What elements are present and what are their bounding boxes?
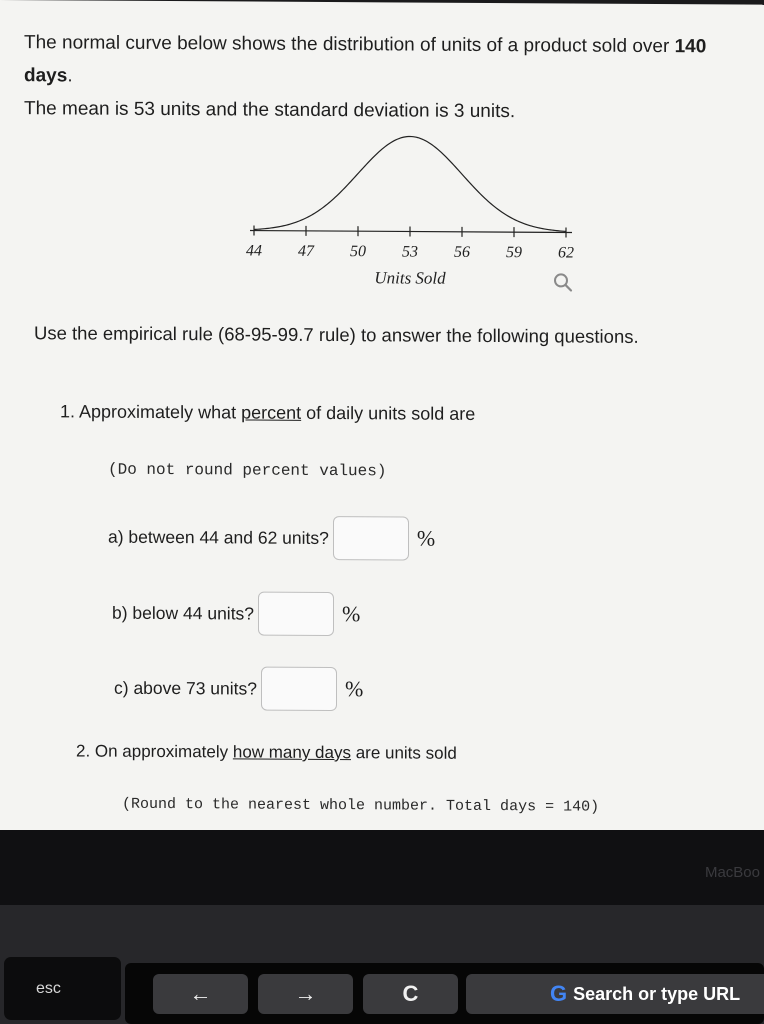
x-axis-label: Units Sold <box>374 268 446 288</box>
part-c-percent-sign: % <box>345 676 364 702</box>
esc-key[interactable]: esc <box>4 957 121 1020</box>
intro-line-1 <box>24 26 754 96</box>
intro-text: The normal curve below shows the distribution of units of a product sold over <box>24 32 675 58</box>
intro-period: . <box>67 65 73 87</box>
q1-note: (Do not round percent values) <box>108 460 387 481</box>
x-tick-label: 56 <box>454 243 470 261</box>
problem-intro <box>24 26 754 129</box>
q2-how-many-days-underlined: how many days <box>232 742 351 763</box>
x-tick-label: 59 <box>506 244 522 262</box>
reload-icon[interactable]: C <box>363 974 458 1014</box>
part-a-percent-sign: % <box>416 525 436 551</box>
q1-prefix: 1. Approximately what <box>60 401 242 423</box>
x-tick-label: 44 <box>246 242 262 260</box>
q2-suffix: are units sold <box>350 743 457 763</box>
part-a-row <box>108 515 435 561</box>
q1-percent-underlined: percent <box>241 402 302 423</box>
google-g-icon: G <box>550 981 568 1006</box>
normal-curve-chart <box>238 129 588 301</box>
intro-line-2: The mean is 53 units and the standard deviation is 3 units. <box>24 98 516 123</box>
part-c-label: c) above 73 units? <box>114 677 258 699</box>
part-b-input[interactable] <box>258 592 334 636</box>
part-a-input[interactable] <box>333 516 409 560</box>
x-tick-label: 50 <box>350 243 366 261</box>
part-c-row <box>114 666 363 712</box>
x-tick-label: 62 <box>558 244 574 262</box>
laptop-bezel <box>0 830 764 905</box>
instructions-text: Use the empirical rule (68-95-99.7 rule) to answer the following questions. <box>34 322 639 347</box>
q2-note: (Round to the nearest whole number. Total days = 140) <box>122 795 600 816</box>
back-arrow-icon[interactable]: ← <box>153 974 248 1014</box>
normal-curve-line <box>254 136 566 232</box>
question-2 <box>76 741 457 763</box>
touchbar-search-url[interactable] <box>466 974 764 1014</box>
question-1 <box>60 401 475 425</box>
part-b-percent-sign: % <box>342 601 361 627</box>
q1-suffix: of daily units sold are <box>301 402 476 424</box>
x-tick-label: 53 <box>402 243 418 261</box>
part-b-row <box>112 591 360 637</box>
laptop-brand-text: MacBoo <box>704 864 760 881</box>
magnify-icon[interactable] <box>555 274 571 290</box>
x-tick-label: 47 <box>298 242 314 260</box>
part-b-label: b) below 44 units? <box>112 602 255 624</box>
part-c-input[interactable] <box>261 667 337 711</box>
forward-arrow-icon[interactable]: → <box>258 974 353 1014</box>
intro-bold-days: 140 days <box>24 36 707 87</box>
q2-prefix: 2. On approximately <box>76 741 233 762</box>
url-placeholder-text: Search or type URL <box>573 983 741 1004</box>
x-axis-line <box>250 231 572 233</box>
part-a-label: a) between 44 and 62 units? <box>108 526 329 548</box>
